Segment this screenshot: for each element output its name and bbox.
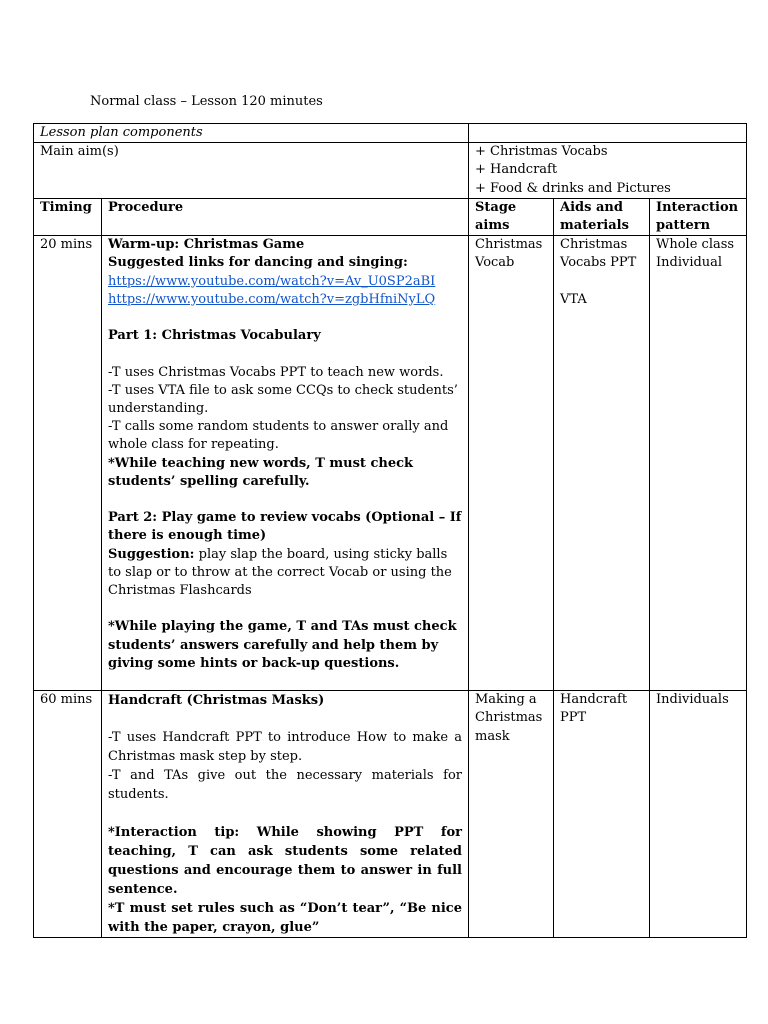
aids-item: VTA [560,291,587,307]
header-aids: Aids and materials [554,198,650,235]
row1-timing: 20 mins [34,236,102,691]
aids-item: Christmas Vocabs PPT [560,237,637,271]
suggestion-label: Suggestion: [108,546,195,562]
row2-interaction: Individuals [650,691,747,937]
rules-note: *T must set rules such as “Don’t tear”, “Be nice with the paper, crayon, glue” [108,900,462,935]
row1-aids [554,236,650,691]
table-row [34,691,747,937]
youtube-link-1[interactable]: https://www.youtube.com/watch?v=Av_U0SP2aBI [108,273,436,289]
handcraft-step: -T and TAs give out the necessary materials for students. [108,768,462,803]
main-aim-item: + Handcraft [475,162,558,178]
warmup-title: Warm-up: Christmas Game [108,237,305,253]
header-procedure: Procedure [102,198,469,235]
interaction-tip: *Interaction tip: While showing PPT for teaching, T can ask students some related questions and encourage them to answer in full sentence. [108,824,462,897]
suggestion [108,546,462,601]
main-aim-item: + Christmas Vocabs [475,144,608,160]
part1-note: *While teaching new words, T must check students’ spelling carefully. [108,455,414,489]
main-aim-item: + Food & drinks and Pictures [475,180,671,196]
header-stage-aims: Stage aims [469,198,554,235]
part1-step: -T uses VTA file to ask some CCQs to check students’ understanding. [108,382,458,417]
links-title: Suggested links for dancing and singing: [108,255,408,271]
main-aims-label: Main aim(s) [34,143,469,199]
table-row [34,236,747,691]
lesson-plan-table [33,123,747,938]
header-interaction: Interaction pattern [650,198,747,235]
row1-stage-aims: Christmas Vocab [469,236,554,691]
part2-title: Part 2: Play game to review vocabs (Optional – If there is enough time) [108,510,462,544]
table-header-row [34,198,747,235]
main-aims-list [469,143,747,199]
page-title: Normal class – Lesson 120 minutes [90,94,323,109]
youtube-link-2[interactable]: https://www.youtube.com/watch?v=zgbHfniNyLQ [108,291,436,307]
interaction-item: Individual [656,255,723,271]
components-label: Lesson plan components [34,124,469,143]
table-row [34,124,747,143]
handcraft-step: -T uses Handcraft PPT to introduce How to make a Christmas mask step by step. [108,730,462,765]
row2-timing: 60 mins [34,691,102,937]
row1-interaction [650,236,747,691]
part1-title: Part 1: Christmas Vocabulary [108,328,321,344]
row1-procedure [102,236,469,691]
part1-step: -T calls some random students to answer orally and whole class for repeating. [108,419,449,453]
part2-note: *While playing the game, T and TAs must check students’ answers carefully and help them by giving some hints or back-up questions. [108,619,457,671]
handcraft-title: Handcraft (Christmas Masks) [108,693,325,709]
row2-aids: Handcraft PPT [554,691,650,937]
table-row [34,143,747,199]
part1-step: -T uses Christmas Vocabs PPT to teach new words. [108,364,444,380]
row2-stage-aims: Making a Christmas mask [469,691,554,937]
suggestion-text: play slap the board, using sticky balls to slap or to throw at the correct Vocab or using the Christmas Flashcards [108,546,452,599]
row2-procedure [102,691,469,937]
interaction-item: Whole class [656,237,735,253]
header-timing: Timing [34,198,102,235]
